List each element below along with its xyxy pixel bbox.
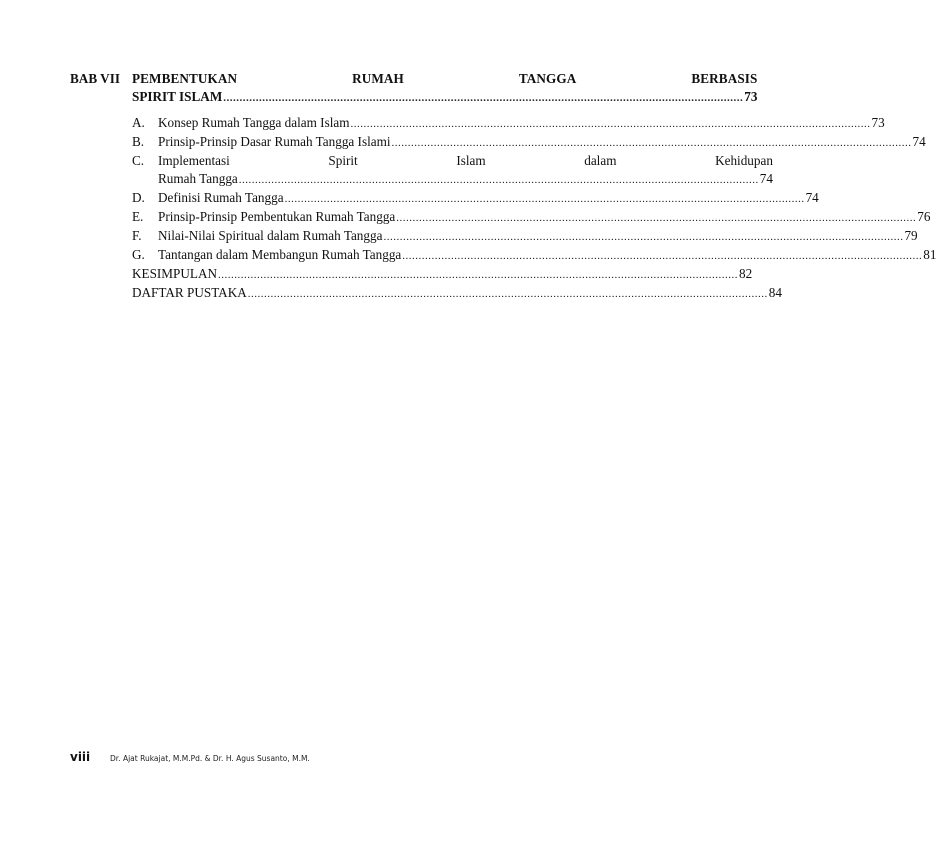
- toc-entry-kesimpulan[interactable]: [132, 265, 753, 284]
- section-title-word: Implementasi: [158, 153, 230, 168]
- section-title-word: Kehidupan: [715, 153, 773, 168]
- chapter-entry[interactable]: [70, 70, 758, 107]
- entry-title: KESIMPULAN: [132, 266, 217, 281]
- section-title-word: Spirit: [328, 153, 358, 168]
- entry-title: DAFTAR PUSTAKA: [132, 285, 247, 300]
- toc-entry-f[interactable]: [132, 227, 918, 246]
- section-title-line2: Rumah Tangga: [158, 171, 238, 186]
- dot-leader: [218, 266, 738, 284]
- chapter-title-word: TANGGA: [518, 71, 577, 86]
- section-page-number: 74: [759, 171, 773, 186]
- toc-entry-daftar-pustaka[interactable]: [132, 284, 782, 303]
- section-title: Tantangan dalam Membangun Rumah Tangga: [158, 247, 402, 262]
- section-page-number: 74: [912, 134, 926, 149]
- dot-leader: [392, 134, 912, 152]
- dot-leader: [223, 89, 743, 107]
- dot-leader: [383, 228, 903, 246]
- chapter-number: BAB VII: [70, 71, 120, 86]
- chapter-title-line2: [132, 88, 757, 107]
- section-page-number: 79: [904, 228, 918, 243]
- entry-page-number: 82: [739, 266, 753, 281]
- dot-leader: [248, 285, 768, 303]
- dot-leader: [350, 115, 870, 133]
- chapter-title-line1: [132, 70, 757, 88]
- toc-entry-e[interactable]: [132, 208, 931, 227]
- section-page-number: 73: [871, 115, 885, 130]
- section-letter: G.: [132, 247, 145, 262]
- chapter-title-word: PEMBENTUKAN: [132, 71, 238, 86]
- toc-entry-g[interactable]: [132, 246, 936, 265]
- toc-entry-d[interactable]: [132, 189, 819, 208]
- dot-leader: [285, 190, 805, 208]
- chapter-title-word: BERBASIS: [691, 71, 758, 86]
- section-letter: F.: [132, 228, 142, 243]
- section-letter: D.: [132, 190, 145, 205]
- section-title-word: dalam: [584, 153, 617, 168]
- section-page-number: 81: [923, 247, 936, 262]
- section-letter: B.: [132, 134, 145, 149]
- section-title: Nilai-Nilai Spiritual dalam Rumah Tangga: [158, 228, 383, 243]
- section-title: Konsep Rumah Tangga dalam Islam: [158, 115, 350, 130]
- footer-authors: Dr. Ajat Rukajat, M.M.Pd. & Dr. H. Agus Susanto, M.M.: [110, 754, 310, 763]
- section-title-line1: [158, 152, 773, 170]
- section-letter: C.: [132, 153, 145, 168]
- section-title-word: Islam: [456, 153, 486, 168]
- section-title: Prinsip-Prinsip Dasar Rumah Tangga Islami: [158, 134, 391, 149]
- dot-leader: [396, 209, 916, 227]
- chapter-title-text: SPIRIT ISLAM: [132, 89, 223, 104]
- section-letter: A.: [132, 115, 145, 130]
- section-letter: E.: [132, 209, 144, 224]
- toc-entry-a[interactable]: [132, 114, 885, 133]
- chapter-title-word: RUMAH: [352, 71, 404, 86]
- dot-leader: [239, 171, 759, 189]
- section-title: Definisi Rumah Tangga: [158, 190, 284, 205]
- section-page-number: 76: [917, 209, 931, 224]
- page-footer: [70, 750, 310, 764]
- section-title: Prinsip-Prinsip Pembentukan Rumah Tangga: [158, 209, 396, 224]
- chapter-page-number: 73: [744, 89, 758, 104]
- entry-page-number: 84: [768, 285, 782, 300]
- section-list: [70, 114, 936, 303]
- section-page-number: 74: [805, 190, 819, 205]
- table-of-contents: [70, 70, 936, 303]
- footer-page-number: viii: [70, 750, 91, 764]
- dot-leader: [402, 247, 922, 265]
- toc-entry-c[interactable]: [132, 152, 773, 189]
- toc-entry-b[interactable]: [132, 133, 926, 152]
